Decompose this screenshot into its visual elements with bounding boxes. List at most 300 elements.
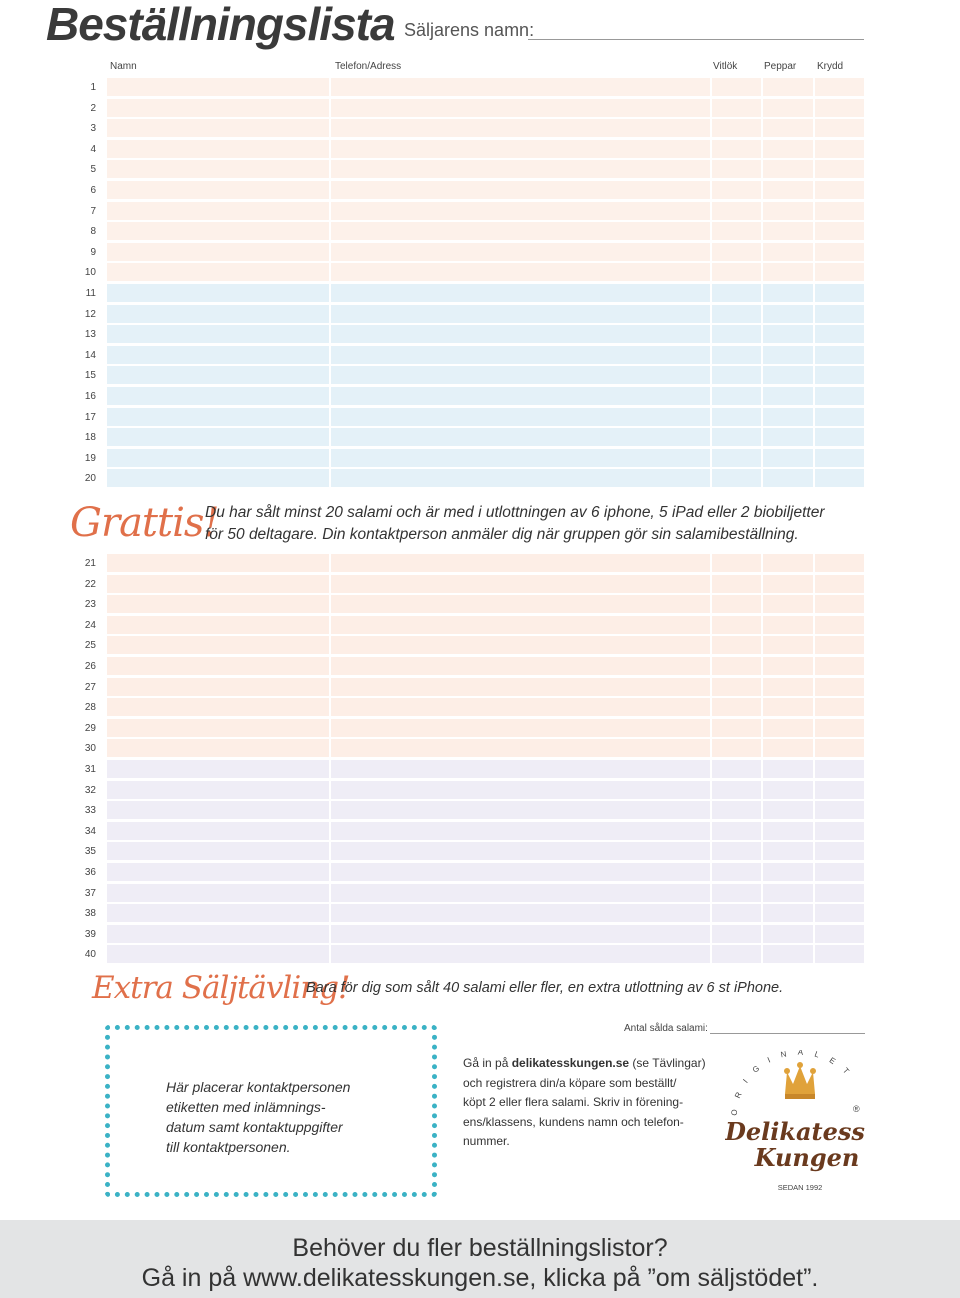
spice-qty-cell[interactable] xyxy=(815,305,864,323)
row-number: 9 xyxy=(90,246,96,258)
spice-qty-cell[interactable] xyxy=(815,781,864,799)
spice-qty-cell[interactable] xyxy=(815,678,864,696)
phone-address-cell[interactable] xyxy=(331,325,710,343)
pepper-qty-cell[interactable] xyxy=(763,616,813,634)
garlic-qty-cell[interactable] xyxy=(712,449,761,467)
phone-address-cell[interactable] xyxy=(331,346,710,364)
phone-address-cell[interactable] xyxy=(331,202,710,220)
name-cell[interactable] xyxy=(107,636,329,654)
spice-qty-cell[interactable] xyxy=(815,636,864,654)
order-row xyxy=(107,657,864,675)
spice-qty-cell[interactable] xyxy=(815,243,864,261)
pepper-qty-cell[interactable] xyxy=(763,801,813,819)
pepper-qty-cell[interactable] xyxy=(763,428,813,446)
gratis-heading: Grattis! xyxy=(70,500,219,546)
spice-qty-cell[interactable] xyxy=(815,801,864,819)
info-line-5: nummer. xyxy=(463,1134,510,1148)
pepper-qty-cell[interactable] xyxy=(763,119,813,137)
pepper-qty-cell[interactable] xyxy=(763,822,813,840)
name-cell[interactable] xyxy=(107,140,329,158)
garlic-qty-cell[interactable] xyxy=(712,160,761,178)
pepper-qty-cell[interactable] xyxy=(763,884,813,902)
row-number: 17 xyxy=(84,411,96,423)
pepper-qty-cell[interactable] xyxy=(763,657,813,675)
phone-address-cell[interactable] xyxy=(331,636,710,654)
order-row xyxy=(107,719,864,737)
order-row xyxy=(107,449,864,467)
logo-arc-text: ORIGINALET xyxy=(729,1050,859,1117)
spice-qty-cell[interactable] xyxy=(815,222,864,240)
spice-qty-cell[interactable] xyxy=(815,366,864,384)
pepper-qty-cell[interactable] xyxy=(763,284,813,302)
garlic-qty-cell[interactable] xyxy=(712,202,761,220)
name-cell[interactable] xyxy=(107,698,329,716)
order-row xyxy=(107,842,864,860)
garlic-qty-cell[interactable] xyxy=(712,428,761,446)
spice-qty-cell[interactable] xyxy=(815,657,864,675)
extra-heading: Extra Säljtävling! xyxy=(92,970,350,1006)
pepper-qty-cell[interactable] xyxy=(763,408,813,426)
name-cell[interactable] xyxy=(107,160,329,178)
order-row xyxy=(107,760,864,778)
name-cell[interactable] xyxy=(107,575,329,593)
row-number: 35 xyxy=(84,846,96,858)
row-number: 32 xyxy=(84,784,96,796)
row-number: 1 xyxy=(90,82,96,93)
info-line-1-suffix: (se Tävlingar) xyxy=(629,1056,706,1070)
phone-address-cell[interactable] xyxy=(331,449,710,467)
name-cell[interactable] xyxy=(107,595,329,613)
name-cell[interactable] xyxy=(107,325,329,343)
phone-address-cell[interactable] xyxy=(331,739,710,757)
garlic-qty-cell[interactable] xyxy=(712,842,761,860)
garlic-qty-cell[interactable] xyxy=(712,904,761,922)
name-cell[interactable] xyxy=(107,678,329,696)
spice-qty-cell[interactable] xyxy=(815,408,864,426)
pepper-qty-cell[interactable] xyxy=(763,78,813,96)
name-cell[interactable] xyxy=(107,884,329,902)
spice-qty-cell[interactable] xyxy=(815,884,864,902)
phone-address-cell[interactable] xyxy=(331,842,710,860)
name-cell[interactable] xyxy=(107,945,329,963)
spice-qty-cell[interactable] xyxy=(815,325,864,343)
order-row xyxy=(107,925,864,943)
spice-qty-cell[interactable] xyxy=(815,575,864,593)
pepper-qty-cell[interactable] xyxy=(763,595,813,613)
phone-address-cell[interactable] xyxy=(331,305,710,323)
sold-count-label: Antal sålda salami: xyxy=(624,1023,708,1034)
row-number: 29 xyxy=(84,722,96,734)
info-line-1 xyxy=(463,1054,713,1074)
garlic-qty-cell[interactable] xyxy=(712,140,761,158)
spice-qty-cell[interactable] xyxy=(815,925,864,943)
spice-qty-cell[interactable] xyxy=(815,202,864,220)
garlic-qty-cell[interactable] xyxy=(712,408,761,426)
phone-address-cell[interactable] xyxy=(331,904,710,922)
name-cell[interactable] xyxy=(107,181,329,199)
row-number: 31 xyxy=(84,764,96,775)
row-number: 13 xyxy=(84,329,96,341)
garlic-qty-cell[interactable] xyxy=(712,284,761,302)
phone-address-cell[interactable] xyxy=(331,616,710,634)
garlic-qty-cell[interactable] xyxy=(712,739,761,757)
name-cell[interactable] xyxy=(107,657,329,675)
spice-qty-cell[interactable] xyxy=(815,739,864,757)
spice-qty-cell[interactable] xyxy=(815,449,864,467)
logo-name-1: Delikatess xyxy=(725,1117,865,1146)
row-number: 11 xyxy=(85,288,96,299)
garlic-qty-cell[interactable] xyxy=(712,822,761,840)
spice-qty-cell[interactable] xyxy=(815,469,864,487)
phone-address-cell[interactable] xyxy=(331,160,710,178)
name-cell[interactable] xyxy=(107,469,329,487)
pepper-qty-cell[interactable] xyxy=(763,575,813,593)
name-cell[interactable] xyxy=(107,449,329,467)
row-number: 27 xyxy=(84,681,96,693)
phone-address-cell[interactable] xyxy=(331,863,710,881)
phone-address-cell[interactable] xyxy=(331,595,710,613)
row-number: 14 xyxy=(84,349,96,361)
phone-address-cell[interactable] xyxy=(331,99,710,117)
garlic-qty-cell[interactable] xyxy=(712,263,761,281)
order-row xyxy=(107,781,864,799)
spice-qty-cell[interactable] xyxy=(815,387,864,405)
order-row xyxy=(107,801,864,819)
label-box-line-1: Här placerar kontaktpersonen xyxy=(166,1079,351,1095)
pepper-qty-cell[interactable] xyxy=(763,781,813,799)
order-row xyxy=(107,863,864,881)
order-row xyxy=(107,181,864,199)
pepper-qty-cell[interactable] xyxy=(763,469,813,487)
order-row xyxy=(107,222,864,240)
order-row xyxy=(107,904,864,922)
row-number: 16 xyxy=(84,391,96,402)
footer-line-1: Behöver du fler beställningslistor? xyxy=(292,1234,668,1262)
name-cell[interactable] xyxy=(107,428,329,446)
pepper-qty-cell[interactable] xyxy=(763,904,813,922)
phone-address-cell[interactable] xyxy=(331,428,710,446)
name-cell[interactable] xyxy=(107,904,329,922)
pepper-qty-cell[interactable] xyxy=(763,945,813,963)
row-number: 7 xyxy=(90,205,96,217)
name-cell[interactable] xyxy=(107,863,329,881)
pepper-qty-cell[interactable] xyxy=(763,222,813,240)
pepper-qty-cell[interactable] xyxy=(763,202,813,220)
pepper-qty-cell[interactable] xyxy=(763,678,813,696)
phone-address-cell[interactable] xyxy=(331,181,710,199)
name-cell[interactable] xyxy=(107,408,329,426)
spice-qty-cell[interactable] xyxy=(815,945,864,963)
row-number: 6 xyxy=(90,185,96,196)
spice-qty-cell[interactable] xyxy=(815,181,864,199)
pepper-qty-cell[interactable] xyxy=(763,305,813,323)
row-number: 15 xyxy=(84,370,96,382)
extra-message: Bara för dig som sålt 40 salami eller fler, en extra utlottning av 6 st iPhone. xyxy=(306,980,784,996)
row-number: 28 xyxy=(84,702,96,714)
garlic-qty-cell[interactable] xyxy=(712,325,761,343)
info-line-4: ens/klassens, kundens namn och telefon- xyxy=(463,1114,684,1129)
garlic-qty-cell[interactable] xyxy=(712,636,761,654)
phone-address-cell[interactable] xyxy=(331,284,710,302)
phone-address-cell[interactable] xyxy=(331,387,710,405)
name-cell[interactable] xyxy=(107,99,329,117)
spice-qty-cell[interactable] xyxy=(815,428,864,446)
spice-qty-cell[interactable] xyxy=(815,119,864,137)
garlic-qty-cell[interactable] xyxy=(712,99,761,117)
name-cell[interactable] xyxy=(107,222,329,240)
name-cell[interactable] xyxy=(107,202,329,220)
order-row xyxy=(107,678,864,696)
name-cell[interactable] xyxy=(107,366,329,384)
spice-qty-cell[interactable] xyxy=(815,904,864,922)
pepper-qty-cell[interactable] xyxy=(763,698,813,716)
phone-address-cell[interactable] xyxy=(331,408,710,426)
pepper-qty-cell[interactable] xyxy=(763,760,813,778)
info-line-2: och registrera din/a köpare som beställt/ xyxy=(463,1075,677,1090)
phone-address-cell[interactable] xyxy=(331,719,710,737)
pepper-qty-cell[interactable] xyxy=(763,325,813,343)
row-number: 3 xyxy=(90,123,96,135)
pepper-qty-cell[interactable] xyxy=(763,719,813,737)
gratis-line-2: för 50 deltagare. Din kontaktperson anmäler dig när gruppen gör sin salamibeställning. xyxy=(205,526,799,543)
row-number: 8 xyxy=(90,226,96,238)
order-row xyxy=(107,408,864,426)
name-cell[interactable] xyxy=(107,554,329,572)
order-row xyxy=(107,945,864,963)
spice-qty-cell[interactable] xyxy=(815,160,864,178)
row-number: 36 xyxy=(84,867,96,878)
pepper-qty-cell[interactable] xyxy=(763,387,813,405)
pepper-qty-cell[interactable] xyxy=(763,449,813,467)
phone-address-cell[interactable] xyxy=(331,575,710,593)
order-row xyxy=(107,346,864,364)
garlic-qty-cell[interactable] xyxy=(712,760,761,778)
garlic-qty-cell[interactable] xyxy=(712,222,761,240)
row-number: 20 xyxy=(84,473,96,485)
spice-qty-cell[interactable] xyxy=(815,140,864,158)
garlic-qty-cell[interactable] xyxy=(712,387,761,405)
pepper-qty-cell[interactable] xyxy=(763,99,813,117)
phone-address-cell[interactable] xyxy=(331,140,710,158)
row-number: 2 xyxy=(90,102,96,114)
pepper-qty-cell[interactable] xyxy=(763,140,813,158)
sold-count-field[interactable] xyxy=(710,1033,865,1034)
pepper-qty-cell[interactable] xyxy=(763,181,813,199)
footer-line-2[interactable]: Gå in på www.delikatesskungen.se, klicka på ”om säljstödet”. xyxy=(141,1264,819,1292)
garlic-qty-cell[interactable] xyxy=(712,575,761,593)
pepper-qty-cell[interactable] xyxy=(763,739,813,757)
name-cell[interactable] xyxy=(107,284,329,302)
name-cell[interactable] xyxy=(107,822,329,840)
pepper-qty-cell[interactable] xyxy=(763,636,813,654)
garlic-qty-cell[interactable] xyxy=(712,305,761,323)
pepper-qty-cell[interactable] xyxy=(763,925,813,943)
phone-address-cell[interactable] xyxy=(331,222,710,240)
name-cell[interactable] xyxy=(107,78,329,96)
name-cell[interactable] xyxy=(107,263,329,281)
garlic-qty-cell[interactable] xyxy=(712,925,761,943)
crown-icon xyxy=(784,1062,816,1099)
phone-address-cell[interactable] xyxy=(331,822,710,840)
order-row xyxy=(107,284,864,302)
pepper-qty-cell[interactable] xyxy=(763,263,813,281)
order-row xyxy=(107,99,864,117)
order-row xyxy=(107,739,864,757)
garlic-qty-cell[interactable] xyxy=(712,78,761,96)
pepper-qty-cell[interactable] xyxy=(763,842,813,860)
seller-name-field[interactable] xyxy=(528,39,864,40)
phone-address-cell[interactable] xyxy=(331,366,710,384)
row-number: 34 xyxy=(84,825,96,837)
garlic-qty-cell[interactable] xyxy=(712,554,761,572)
phone-address-cell[interactable] xyxy=(331,119,710,137)
name-cell[interactable] xyxy=(107,842,329,860)
phone-address-cell[interactable] xyxy=(331,781,710,799)
label-box-line-4: till kontaktpersonen. xyxy=(166,1139,291,1155)
registered-mark: ® xyxy=(853,1104,860,1114)
spice-qty-cell[interactable] xyxy=(815,78,864,96)
phone-address-cell[interactable] xyxy=(331,925,710,943)
spice-qty-cell[interactable] xyxy=(815,263,864,281)
column-header-phone: Telefon/Adress xyxy=(335,61,402,72)
garlic-qty-cell[interactable] xyxy=(712,657,761,675)
name-cell[interactable] xyxy=(107,243,329,261)
garlic-qty-cell[interactable] xyxy=(712,366,761,384)
phone-address-cell[interactable] xyxy=(331,657,710,675)
row-number: 30 xyxy=(84,743,96,755)
spice-qty-cell[interactable] xyxy=(815,616,864,634)
row-number: 25 xyxy=(84,640,96,652)
spice-qty-cell[interactable] xyxy=(815,719,864,737)
order-row xyxy=(107,698,864,716)
row-number: 18 xyxy=(84,432,96,444)
phone-address-cell[interactable] xyxy=(331,698,710,716)
name-cell[interactable] xyxy=(107,616,329,634)
spice-qty-cell[interactable] xyxy=(815,99,864,117)
row-number: 26 xyxy=(84,661,96,672)
order-row xyxy=(107,160,864,178)
phone-address-cell[interactable] xyxy=(331,801,710,819)
garlic-qty-cell[interactable] xyxy=(712,801,761,819)
name-cell[interactable] xyxy=(107,760,329,778)
garlic-qty-cell[interactable] xyxy=(712,863,761,881)
garlic-qty-cell[interactable] xyxy=(712,243,761,261)
spice-qty-cell[interactable] xyxy=(815,698,864,716)
name-cell[interactable] xyxy=(107,119,329,137)
garlic-qty-cell[interactable] xyxy=(712,781,761,799)
name-cell[interactable] xyxy=(107,305,329,323)
spice-qty-cell[interactable] xyxy=(815,863,864,881)
spice-qty-cell[interactable] xyxy=(815,760,864,778)
gratis-line-1: Du har sålt minst 20 salami och är med i utlottningen av 6 iphone, 5 iPad eller 2 biobiljetter xyxy=(205,504,825,521)
spice-qty-cell[interactable] xyxy=(815,822,864,840)
order-row xyxy=(107,243,864,261)
row-number: 21 xyxy=(84,558,96,569)
order-row xyxy=(107,575,864,593)
phone-address-cell[interactable] xyxy=(331,945,710,963)
row-number: 38 xyxy=(84,908,96,920)
label-box-text xyxy=(166,1077,350,1157)
row-number: 40 xyxy=(84,949,96,961)
pepper-qty-cell[interactable] xyxy=(763,243,813,261)
garlic-qty-cell[interactable] xyxy=(712,346,761,364)
column-header-garlic: Vitlök xyxy=(713,61,738,72)
phone-address-cell[interactable] xyxy=(331,884,710,902)
name-cell[interactable] xyxy=(107,801,329,819)
garlic-qty-cell[interactable] xyxy=(712,119,761,137)
name-cell[interactable] xyxy=(107,387,329,405)
pepper-qty-cell[interactable] xyxy=(763,554,813,572)
pepper-qty-cell[interactable] xyxy=(763,346,813,364)
name-cell[interactable] xyxy=(107,346,329,364)
phone-address-cell[interactable] xyxy=(331,263,710,281)
garlic-qty-cell[interactable] xyxy=(712,719,761,737)
page-title: Beställningslista xyxy=(46,0,395,50)
garlic-qty-cell[interactable] xyxy=(712,469,761,487)
phone-address-cell[interactable] xyxy=(331,243,710,261)
order-row xyxy=(107,469,864,487)
row-number: 12 xyxy=(84,308,96,320)
pepper-qty-cell[interactable] xyxy=(763,366,813,384)
name-cell[interactable] xyxy=(107,781,329,799)
garlic-qty-cell[interactable] xyxy=(712,181,761,199)
spice-qty-cell[interactable] xyxy=(815,346,864,364)
phone-address-cell[interactable] xyxy=(331,760,710,778)
garlic-qty-cell[interactable] xyxy=(712,945,761,963)
row-number: 4 xyxy=(90,143,96,155)
row-number: 39 xyxy=(84,928,96,940)
label-box-line-2: etiketten med inlämnings- xyxy=(166,1099,326,1115)
order-row xyxy=(107,387,864,405)
row-number: 10 xyxy=(84,267,96,279)
registration-info xyxy=(463,1054,713,1152)
website-link[interactable]: delikatesskungen.se xyxy=(511,1056,630,1070)
phone-address-cell[interactable] xyxy=(331,78,710,96)
info-line-3: köpt 2 eller flera salami. Skriv in förening- xyxy=(463,1095,684,1109)
name-cell[interactable] xyxy=(107,739,329,757)
name-cell[interactable] xyxy=(107,719,329,737)
garlic-qty-cell[interactable] xyxy=(712,595,761,613)
row-number: 37 xyxy=(84,887,96,899)
garlic-qty-cell[interactable] xyxy=(712,698,761,716)
pepper-qty-cell[interactable] xyxy=(763,863,813,881)
name-cell[interactable] xyxy=(107,925,329,943)
row-number: 22 xyxy=(84,578,96,590)
garlic-qty-cell[interactable] xyxy=(712,884,761,902)
pepper-qty-cell[interactable] xyxy=(763,160,813,178)
column-header-name: Namn xyxy=(110,61,137,72)
phone-address-cell[interactable] xyxy=(331,469,710,487)
spice-qty-cell[interactable] xyxy=(815,284,864,302)
order-row xyxy=(107,366,864,384)
spice-qty-cell[interactable] xyxy=(815,554,864,572)
row-number: 19 xyxy=(84,452,96,464)
row-number: 5 xyxy=(90,164,96,176)
logo-name-2: Kungen xyxy=(754,1143,860,1172)
info-line-1-prefix: Gå in på xyxy=(463,1056,512,1070)
logo-since: SEDAN 1992 xyxy=(777,1183,823,1192)
phone-address-cell[interactable] xyxy=(331,678,710,696)
order-row xyxy=(107,140,864,158)
row-number: 23 xyxy=(84,599,96,611)
garlic-qty-cell[interactable] xyxy=(712,616,761,634)
spice-qty-cell[interactable] xyxy=(815,842,864,860)
spice-qty-cell[interactable] xyxy=(815,595,864,613)
phone-address-cell[interactable] xyxy=(331,554,710,572)
order-row xyxy=(107,595,864,613)
garlic-qty-cell[interactable] xyxy=(712,678,761,696)
order-row xyxy=(107,119,864,137)
